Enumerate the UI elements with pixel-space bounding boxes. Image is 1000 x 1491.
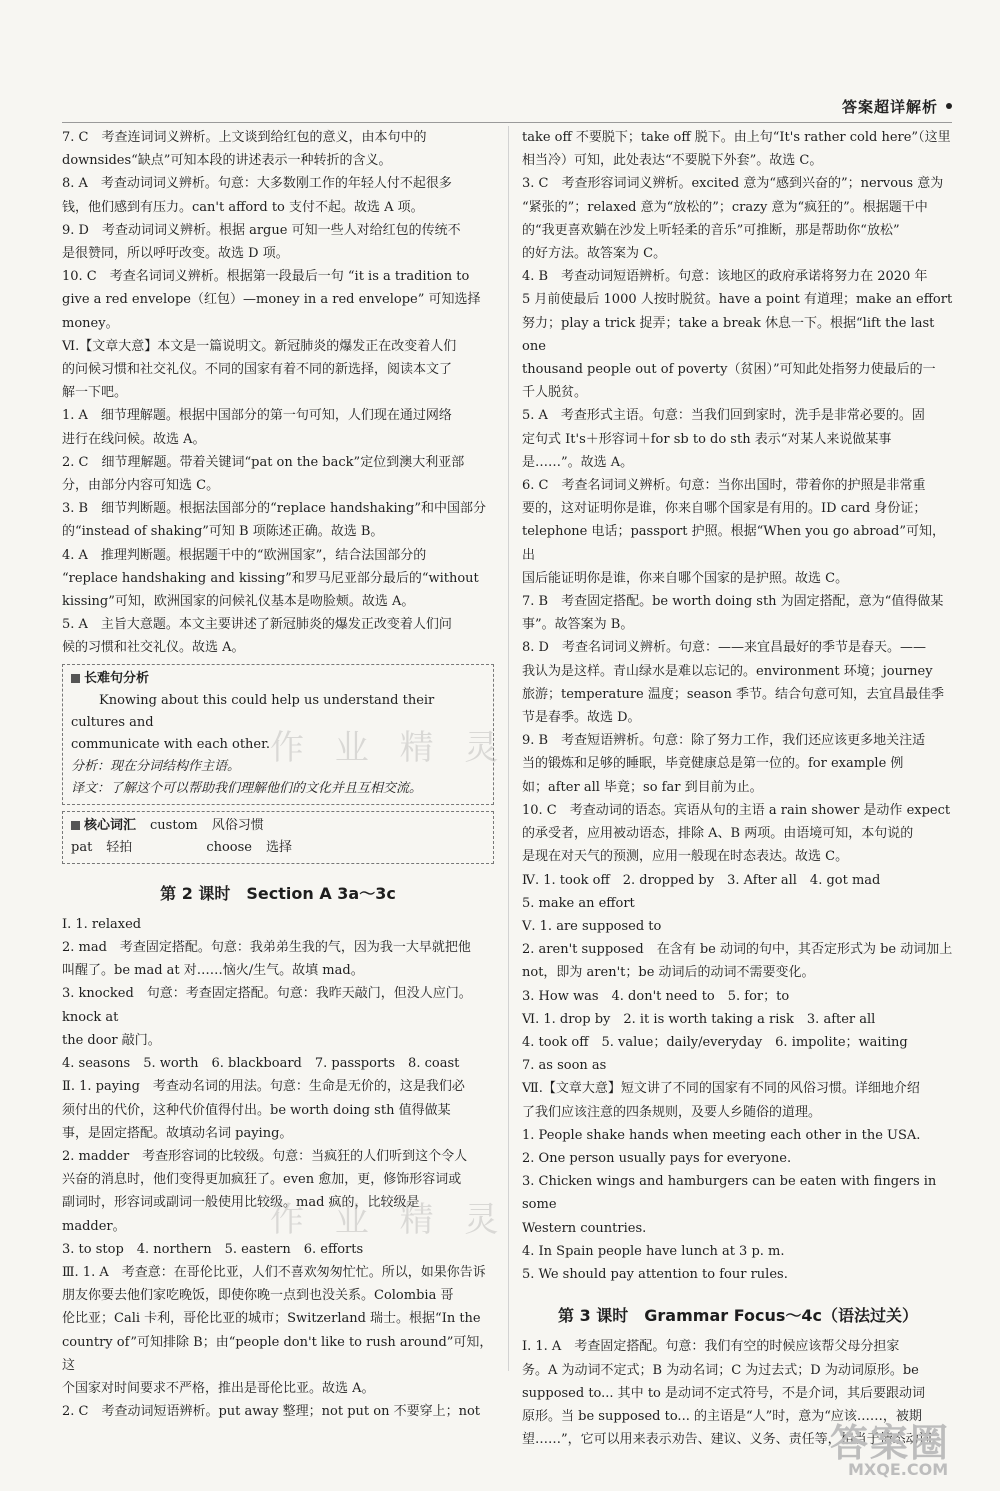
answer-line: Ⅴ. 1. are supposed to bbox=[522, 918, 662, 934]
answer-line: 5. make an effort bbox=[522, 895, 635, 911]
answer-line: 个国家对时间要求不严格，推出是哥伦比亚。故选 A。 bbox=[62, 1380, 375, 1396]
answer-line: money。 bbox=[62, 315, 119, 331]
vocab-meaning: 选择 bbox=[265, 839, 292, 855]
answer-line: downsides“缺点”可知本段的讲述表示一种转折的含义。 bbox=[62, 153, 392, 169]
answer-line: not，即为 aren't；be 动词后的动词不需要变化。 bbox=[522, 965, 815, 981]
left-answer-list bbox=[62, 126, 494, 660]
answer-line: 节是春季。故选 D。 bbox=[522, 710, 641, 726]
answer-line: supposed to... 其中 to 是动词不定式符号，不是介词，其后要跟动词 bbox=[522, 1385, 926, 1401]
answer-line: 相当冷）可知，此处表达“不要脱下外套”。故选 C。 bbox=[522, 153, 823, 169]
answer-line: Ⅳ. 1. took off 2. dropped by 3. After all 4. got mad bbox=[522, 872, 881, 888]
box-title: 长难句分析 bbox=[71, 668, 485, 690]
answer-line: 务。A 为动词不定式；B 为动名词；C 为过去式；D 为动词原形。be bbox=[522, 1362, 919, 1378]
answer-line: 千人脱贫。 bbox=[522, 385, 588, 401]
answer-line: 的问候习惯和社交礼仪。不同的国家有着不同的新选择，阅读本文了 bbox=[62, 362, 453, 378]
answer-line: 候的习惯和社交礼仪。故选 A。 bbox=[62, 640, 245, 656]
answer-line: 3. How was 4. don't need to 5. for；to bbox=[522, 988, 790, 1004]
vocab-meaning: 轻拍 bbox=[106, 839, 133, 855]
answer-line: 7. B 考查固定搭配。be worth doing sth 为固定搭配，意为“值得做某 bbox=[522, 594, 944, 610]
answer-line: Ⅰ. 1. A 考查固定搭配。句意：我们有空的时候应该帮父母分担家 bbox=[522, 1339, 900, 1355]
answer-line: 的“instead of shaking”可知 B 项陈述正确。故选 B。 bbox=[62, 524, 384, 540]
answer-line: 1. People shake hands when meeting each other in the USA. bbox=[522, 1127, 921, 1143]
answer-line: kissing”可知，欧洲国家的问候礼仪基本是吻脸颊。故选 A。 bbox=[62, 594, 415, 610]
answer-line: 努力；play a trick 捉弄；take a break 休息一下。根据“lift the last one bbox=[522, 315, 939, 354]
vocab-word: custom bbox=[150, 817, 198, 833]
answer-line: 6. C 考查名词词义辨析。句意：当你出国时，带着你的护照是非常重 bbox=[522, 478, 926, 494]
answer-line: 的好方法。故答案为 C。 bbox=[522, 246, 667, 262]
answer-line: Western countries. bbox=[522, 1220, 647, 1236]
right-column bbox=[522, 126, 954, 1451]
answer-line: 定句式 It's＋形容词＋for sb to do sth 表示“对某人来说做某事 bbox=[522, 431, 892, 447]
box-marker-icon bbox=[71, 674, 80, 683]
answer-line: country of”可知排除 B；由“people don't like to rush around”可知，这 bbox=[62, 1334, 493, 1373]
answer-line: 分，由部分内容可知选 C。 bbox=[62, 478, 220, 494]
answer-line: 事，是固定搭配。故填动名词 paying。 bbox=[62, 1125, 293, 1141]
answer-line: “replace handshaking and kissing”和罗马尼亚部分最后的“without bbox=[62, 570, 479, 586]
header-dot-icon bbox=[946, 103, 952, 109]
example-sentence-line-2: communicate with each other. bbox=[71, 736, 271, 752]
answer-line: 的承受者，应用被动语态，排除 A、B 两项。由语境可知，本句说的 bbox=[522, 826, 914, 842]
answer-line: 我认为是这样。青山绿水是难以忘记的。environment 环境；journey bbox=[522, 663, 933, 679]
answer-line: Ⅱ. 1. paying 考查动名词的用法。句意：生命是无价的，这是我们必 bbox=[62, 1079, 465, 1095]
answer-line: 2. C 细节理解题。带着关键词“pat on the back”定位到澳大利亚部 bbox=[62, 454, 465, 470]
answer-line: 2. C 考查动词短语辨析。put away 整理；not put on 不要穿上；not bbox=[62, 1404, 480, 1420]
answer-line: Ⅵ.【文章大意】本文是一篇说明文。新冠肺炎的爆发正在改变着人们 bbox=[62, 338, 457, 354]
answer-line: 朋友你要去他们家吃晚饭，即使你晚一点到也没关系。Colombia 哥 bbox=[62, 1288, 454, 1304]
answer-line: 伦比亚；Cali 卡利，哥伦比亚的城市；Switzerland 瑞士。根据“In the bbox=[62, 1311, 481, 1327]
answer-line: telephone 电话；passport 护照。根据“When you go abroad”可知，出 bbox=[522, 524, 945, 563]
answer-line: 3. B 细节判断题。根据法国部分的“replace handshaking”和中国部分 bbox=[62, 501, 486, 517]
answer-line: 钱，他们感到有压力。can't afford to 支付不起。故选 A 项。 bbox=[62, 199, 424, 215]
answer-line: 是很赞同，所以呼吁改变。故选 D 项。 bbox=[62, 246, 289, 262]
answer-line: 如；after all 毕竟；so far 到目前为止。 bbox=[522, 779, 763, 795]
answer-line: 国后能证明你是谁，你来自哪个国家的是护照。故选 C。 bbox=[522, 570, 849, 586]
long-sentence-analysis-box bbox=[62, 664, 494, 805]
site-logo bbox=[820, 1412, 990, 1482]
answer-line: 9. D 考查动词词义辨析。根据 argue 可知一些人对给红包的传统不 bbox=[62, 222, 461, 238]
answer-line: “紧张的”；relaxed 意为“放松的”；crazy 意为“疯狂的”。根据题干中 bbox=[522, 199, 928, 215]
answer-line: 4. In Spain people have lunch at 3 p. m. bbox=[522, 1243, 785, 1259]
answer-line: 3. Chicken wings and hamburgers can be eaten with fingers in some bbox=[522, 1174, 941, 1213]
answer-line: Ⅵ. 1. drop by 2. it is worth taking a risk 3. after all bbox=[522, 1011, 876, 1027]
answer-line: 4. took off 5. value；daily/everyday 6. impolite；waiting bbox=[522, 1034, 908, 1050]
answer-line: 副词时，形容词或副词一般使用比较级。mad 疯的，比较级是 bbox=[62, 1195, 420, 1211]
answer-line: 兴奋的消息时，他们变得更加疯狂了。even 愈加，更，修饰形容词或 bbox=[62, 1172, 462, 1188]
sentence-translation: 译文：了解这个可以帮助我们理解他们的文化并且互相交流。 bbox=[71, 780, 423, 796]
answer-line: 2. aren't supposed 在含有 be 动词的句中，其否定形式为 be 动词加上 bbox=[522, 942, 953, 958]
core-vocabulary-box bbox=[62, 811, 494, 864]
answer-line: 望……”，它可以用来表示劝告、建议、义务、责任等，相当于情态动词 bbox=[522, 1432, 932, 1448]
answer-line: 3. C 考查形容词词义辨析。excited 意为“感到兴奋的”；nervous 意为 bbox=[522, 176, 944, 192]
section-heading-lesson-3: 第 3 课时 Grammar Focus～4c（语法过关） bbox=[558, 1306, 918, 1326]
answer-line: 8. D 考查名词词义辨析。句意：——来宜昌最好的季节是春天。—— bbox=[522, 640, 926, 656]
answer-line: 2. mad 考查固定搭配。句意：我弟弟生我的气，因为我一大早就把他 bbox=[62, 940, 471, 956]
answer-line: 叫醒了。be mad at 对……恼火/生气。故填 mad。 bbox=[62, 963, 364, 979]
answer-line: 须付出的代价，这种代价值得付出。be worth doing sth 值得做某 bbox=[62, 1102, 451, 1118]
answer-line: 10. C 考查名词词义辨析。根据第一段最后一句 “it is a tradition to bbox=[62, 269, 470, 285]
answer-line: 是……”。故选 A。 bbox=[522, 454, 634, 470]
answer-line: 是现在对天气的预测，应用一般现在时态表达。故选 C。 bbox=[522, 849, 849, 865]
answer-line: 4. B 考查动词短语辨析。句意：该地区的政府承诺将努力在 2020 年 bbox=[522, 269, 928, 285]
page-header bbox=[62, 92, 952, 123]
answer-line: 1. A 细节理解题。根据中国部分的第一句可知，人们现在通过网络 bbox=[62, 408, 452, 424]
answer-line: 7. C 考查连词词义辨析。上文谈到给红包的意义，由本句中的 bbox=[62, 130, 427, 145]
answer-line: 解一下吧。 bbox=[62, 385, 128, 401]
watermark: 作 业 精 灵 bbox=[270, 728, 509, 768]
lesson-2-answer-list bbox=[62, 913, 494, 1423]
logo-url: MXQE.COM bbox=[848, 1460, 949, 1479]
sentence-analysis: 分析：现在分词结构作主语。 bbox=[71, 758, 241, 774]
answer-line: 当的锻炼和足够的睡眠，毕竟健康总是第一位的。for example 例 bbox=[522, 756, 904, 772]
answer-line: 4. A 推理判断题。根据题干中的“欧洲国家”，结合法国部分的 bbox=[62, 547, 427, 563]
answer-line: 4. seasons 5. worth 6. blackboard 7. passports 8. coast bbox=[62, 1056, 460, 1072]
header-title: 答案超详解析 bbox=[841, 98, 938, 116]
answer-line: 5 月前使最后 1000 人按时脱贫。have a point 有道理；make an effort bbox=[522, 292, 953, 308]
answer-line: 9. B 考查短语辨析。句意：除了努力工作，我们还应该更多地关注适 bbox=[522, 733, 926, 749]
answer-line: take off 不要脱下；take off 脱下。由上句“It's rather cold here”（这里 bbox=[522, 130, 951, 145]
answer-line: Ⅶ.【文章大意】短文讲了不同的国家有不同的风俗习惯。详细地介绍 bbox=[522, 1081, 920, 1097]
answer-line: 进行在线问候。故选 A。 bbox=[62, 431, 206, 447]
answer-line: 事”。故答案为 B。 bbox=[522, 617, 634, 633]
answer-line: 2. madder 考查形容词的比较级。句意：当疯狂的人们听到这个令人 bbox=[62, 1148, 468, 1164]
watermark: 作 业 精 灵 bbox=[270, 1200, 509, 1240]
example-sentence-line-1: Knowing about this could help us understand their cultures and bbox=[71, 692, 439, 730]
answer-line: 5. We should pay attention to four rules. bbox=[522, 1266, 788, 1282]
vocab-word: pat bbox=[71, 839, 93, 855]
answer-line: 了我们应该注意的四条规则，及要人乡随俗的道理。 bbox=[522, 1104, 822, 1120]
answer-line: Ⅲ. 1. A 考查意：在哥伦比亚，人们不喜欢匆匆忙忙。所以，如果你告诉 bbox=[62, 1264, 486, 1280]
answer-line: madder。 bbox=[62, 1218, 126, 1234]
vocab-meaning: 风俗习惯 bbox=[211, 817, 264, 833]
answer-line: 5. A 主旨大意题。本文主要讲述了新冠肺炎的爆发正改变着人们问 bbox=[62, 617, 452, 633]
right-answer-list bbox=[522, 126, 954, 1286]
answer-line: 2. One person usually pays for everyone. bbox=[522, 1150, 792, 1166]
section-heading-lesson-2: 第 2 课时 Section A 3a～3c bbox=[160, 883, 396, 903]
answer-line: 要的，这对证明你是谁，你来自哪个国家是有用的。ID card 身份证； bbox=[522, 501, 927, 517]
logo-text: 答案圈 bbox=[830, 1421, 951, 1465]
answer-line: 3. to stop 4. northern 5. eastern 6. efforts bbox=[62, 1241, 364, 1257]
answer-line: 7. as soon as bbox=[522, 1058, 607, 1074]
answer-line: thousand people out of poverty（贫困）”可知此处指努力使最后的一 bbox=[522, 362, 936, 378]
box-marker-icon bbox=[71, 821, 80, 830]
answer-line: the door 敲门。 bbox=[62, 1032, 161, 1048]
answer-line: 10. C 考查动词的语态。宾语从句的主语 a rain shower 是动作 expect bbox=[522, 802, 951, 818]
answer-line: 3. knocked 句意：考查固定搭配。句意：我昨天敲门，但没人应门。knock at bbox=[62, 986, 472, 1025]
answer-line: 5. A 考查形式主语。句意：当我们回到家时，洗手是非常必要的。固 bbox=[522, 408, 925, 424]
answer-line: Ⅰ. 1. relaxed bbox=[62, 916, 142, 932]
answer-line: give a red envelope（红包）—money in a red envelope” 可知选择 bbox=[62, 292, 481, 308]
box-title: 核心词汇 bbox=[71, 815, 136, 837]
answer-line: 的“我更喜欢躺在沙发上听轻柔的音乐”可推断，那是帮助你“放松” bbox=[522, 222, 900, 238]
answer-line: 原形。当 be supposed to... 的主语是“人”时，意为“应该……，被期 bbox=[522, 1408, 922, 1424]
column-divider bbox=[508, 126, 509, 1371]
vocab-word: choose bbox=[206, 839, 252, 855]
answer-line: 8. A 考查动词词义辨析。句意：大多数刚工作的年轻人付不起很多 bbox=[62, 176, 452, 192]
answer-line: 旅游；temperature 温度；season 季节。结合句意可知，去宜昌最佳季 bbox=[522, 686, 944, 702]
left-column bbox=[62, 126, 494, 1423]
